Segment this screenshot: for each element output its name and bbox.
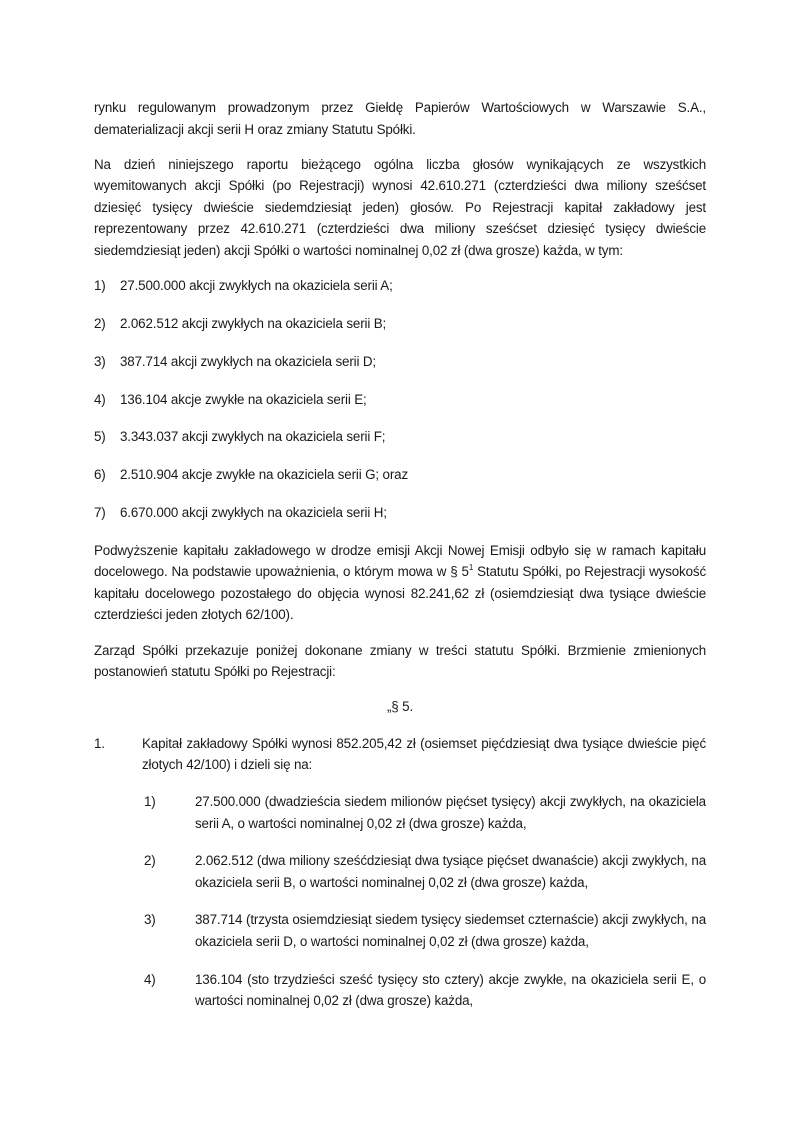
statute-sub-list bbox=[144, 791, 706, 1012]
list-number: 3) bbox=[94, 353, 106, 369]
list-number: 3) bbox=[144, 912, 156, 928]
list-text: 136.104 akcje zwykłe na okaziciela serii E; bbox=[120, 391, 367, 407]
statute-item bbox=[94, 733, 706, 776]
list-number: 5) bbox=[94, 429, 106, 445]
list-item bbox=[94, 426, 706, 448]
list-text: 136.104 (sto trzydzieści sześć tysięcy sto cztery) akcje zwykłe, na okaziciela serii E, o wartości nominalnej 0,02 zł (dwa grosze) każda, bbox=[195, 971, 706, 1009]
list-item bbox=[94, 464, 706, 486]
paragraph-management-board: Zarząd Spółki przekazuje poniżej dokonane zmiany w treści statutu Spółki. Brzmienie zmienionych postanowień statutu Spółki po Rejestracji: bbox=[94, 642, 706, 680]
list-item bbox=[144, 909, 706, 952]
list-text: 27.500.000 akcji zwykłych na okaziciela serii A; bbox=[120, 278, 393, 294]
list-text: 2.062.512 akcji zwykłych na okaziciela serii B; bbox=[120, 315, 387, 331]
list-number: 2) bbox=[94, 315, 106, 331]
list-text: 387.714 akcji zwykłych na okaziciela serii D; bbox=[120, 353, 376, 369]
list-text: 387.714 (trzysta osiemdziesiąt siedem tysięcy siedemset czternaście) akcji zwykłych, na okaziciela serii D, o wartości nominalnej 0,02 zł (dwa grosze) każda, bbox=[195, 912, 706, 949]
list-item bbox=[94, 502, 706, 524]
list-text: 2.510.904 akcje zwykłe na okaziciela serii G; oraz bbox=[120, 467, 408, 483]
list-item bbox=[94, 389, 706, 411]
list-text: 27.500.000 (dwadzieścia siedem milionów pięćset tysięcy) akcji zwykłych, na okaziciela serii A, o wartości nominalnej 0,02 zł (dwa grosze) każda, bbox=[195, 793, 706, 831]
share-series-list bbox=[94, 275, 706, 523]
list-text: 3.343.037 akcji zwykłych na okaziciela serii F; bbox=[120, 429, 386, 445]
list-text: 2.062.512 (dwa miliony sześćdziesiąt dwa tysiące pięćset dwanaście) akcji zwykłych, na okaziciela serii B, o wartości nominalnej 0,02 zł (dwa grosze) każda, bbox=[195, 853, 706, 890]
statute-section-heading: „§ 5. bbox=[386, 699, 414, 715]
paragraph-text: Statutu Spółki, po Rejestracji wysokość kapitału docelowego pozostałego do objęcia wynosi 82.241,62 zł (osiemdziesiąt dwa tysiące dwieście czterdzieści jeden złotych 62/100). bbox=[94, 564, 706, 623]
list-number: 7) bbox=[94, 504, 106, 520]
paragraph-intro-continuation: rynku regulowanym prowadzonym przez Giełdę Papierów Wartościowych w Warszawie S.A., dematerializacji akcji serii H oraz zmiany Statutu Spółki. bbox=[94, 100, 706, 137]
list-item bbox=[94, 313, 706, 335]
document-body bbox=[94, 97, 706, 1028]
paragraph-target-capital bbox=[94, 540, 706, 626]
list-item bbox=[144, 791, 706, 834]
paragraph-votes-and-capital: Na dzień niniejszego raportu bieżącego ogólna liczba głosów wynikających ze wszystkich wyemitowanych akcji Spółki (po Rejestracji) wynosi 42.610.271 (czterdzieści dwa miliony sześćset dziesięć tysięcy dwieście siedemdziesiąt jeden) głosów. Po Rejestracji kapitał zakładowy jest reprezentowany przez 42.610.271 (czterdzieści dwa miliony sześćset dziesięć tysięcy dwieście siedemdziesiąt jeden) akcji Spółki o wartości nominalnej 0,02 zł (dwa grosze) każda, w tym: bbox=[94, 156, 706, 259]
list-number: 1) bbox=[94, 278, 106, 294]
list-number: 1) bbox=[144, 793, 156, 809]
list-number: 2) bbox=[144, 853, 156, 869]
list-number: 6) bbox=[94, 467, 106, 483]
superscript: 1 bbox=[468, 562, 474, 572]
paragraph-text: Podwyższenie kapitału zakładowego w drodze emisji Akcji Nowej Emisji odbyło się w ramach kapitału docelowego. Na podstawie upoważnienia, o którym mowa w § 5 bbox=[94, 542, 706, 580]
statute-item-number: 1. bbox=[94, 735, 105, 751]
list-item bbox=[144, 969, 706, 1012]
list-number: 4) bbox=[144, 971, 156, 987]
list-item bbox=[94, 351, 706, 373]
statute-item-text: Kapitał zakładowy Spółki wynosi 852.205,42 zł (osiemset pięćdziesiąt dwa tysiące dwieście pięć złotych 42/100) i dzieli się na: bbox=[142, 735, 706, 773]
list-item bbox=[94, 275, 706, 297]
list-text: 6.670.000 akcji zwykłych na okaziciela serii H; bbox=[120, 504, 387, 520]
list-number: 4) bbox=[94, 391, 106, 407]
list-item bbox=[144, 850, 706, 893]
